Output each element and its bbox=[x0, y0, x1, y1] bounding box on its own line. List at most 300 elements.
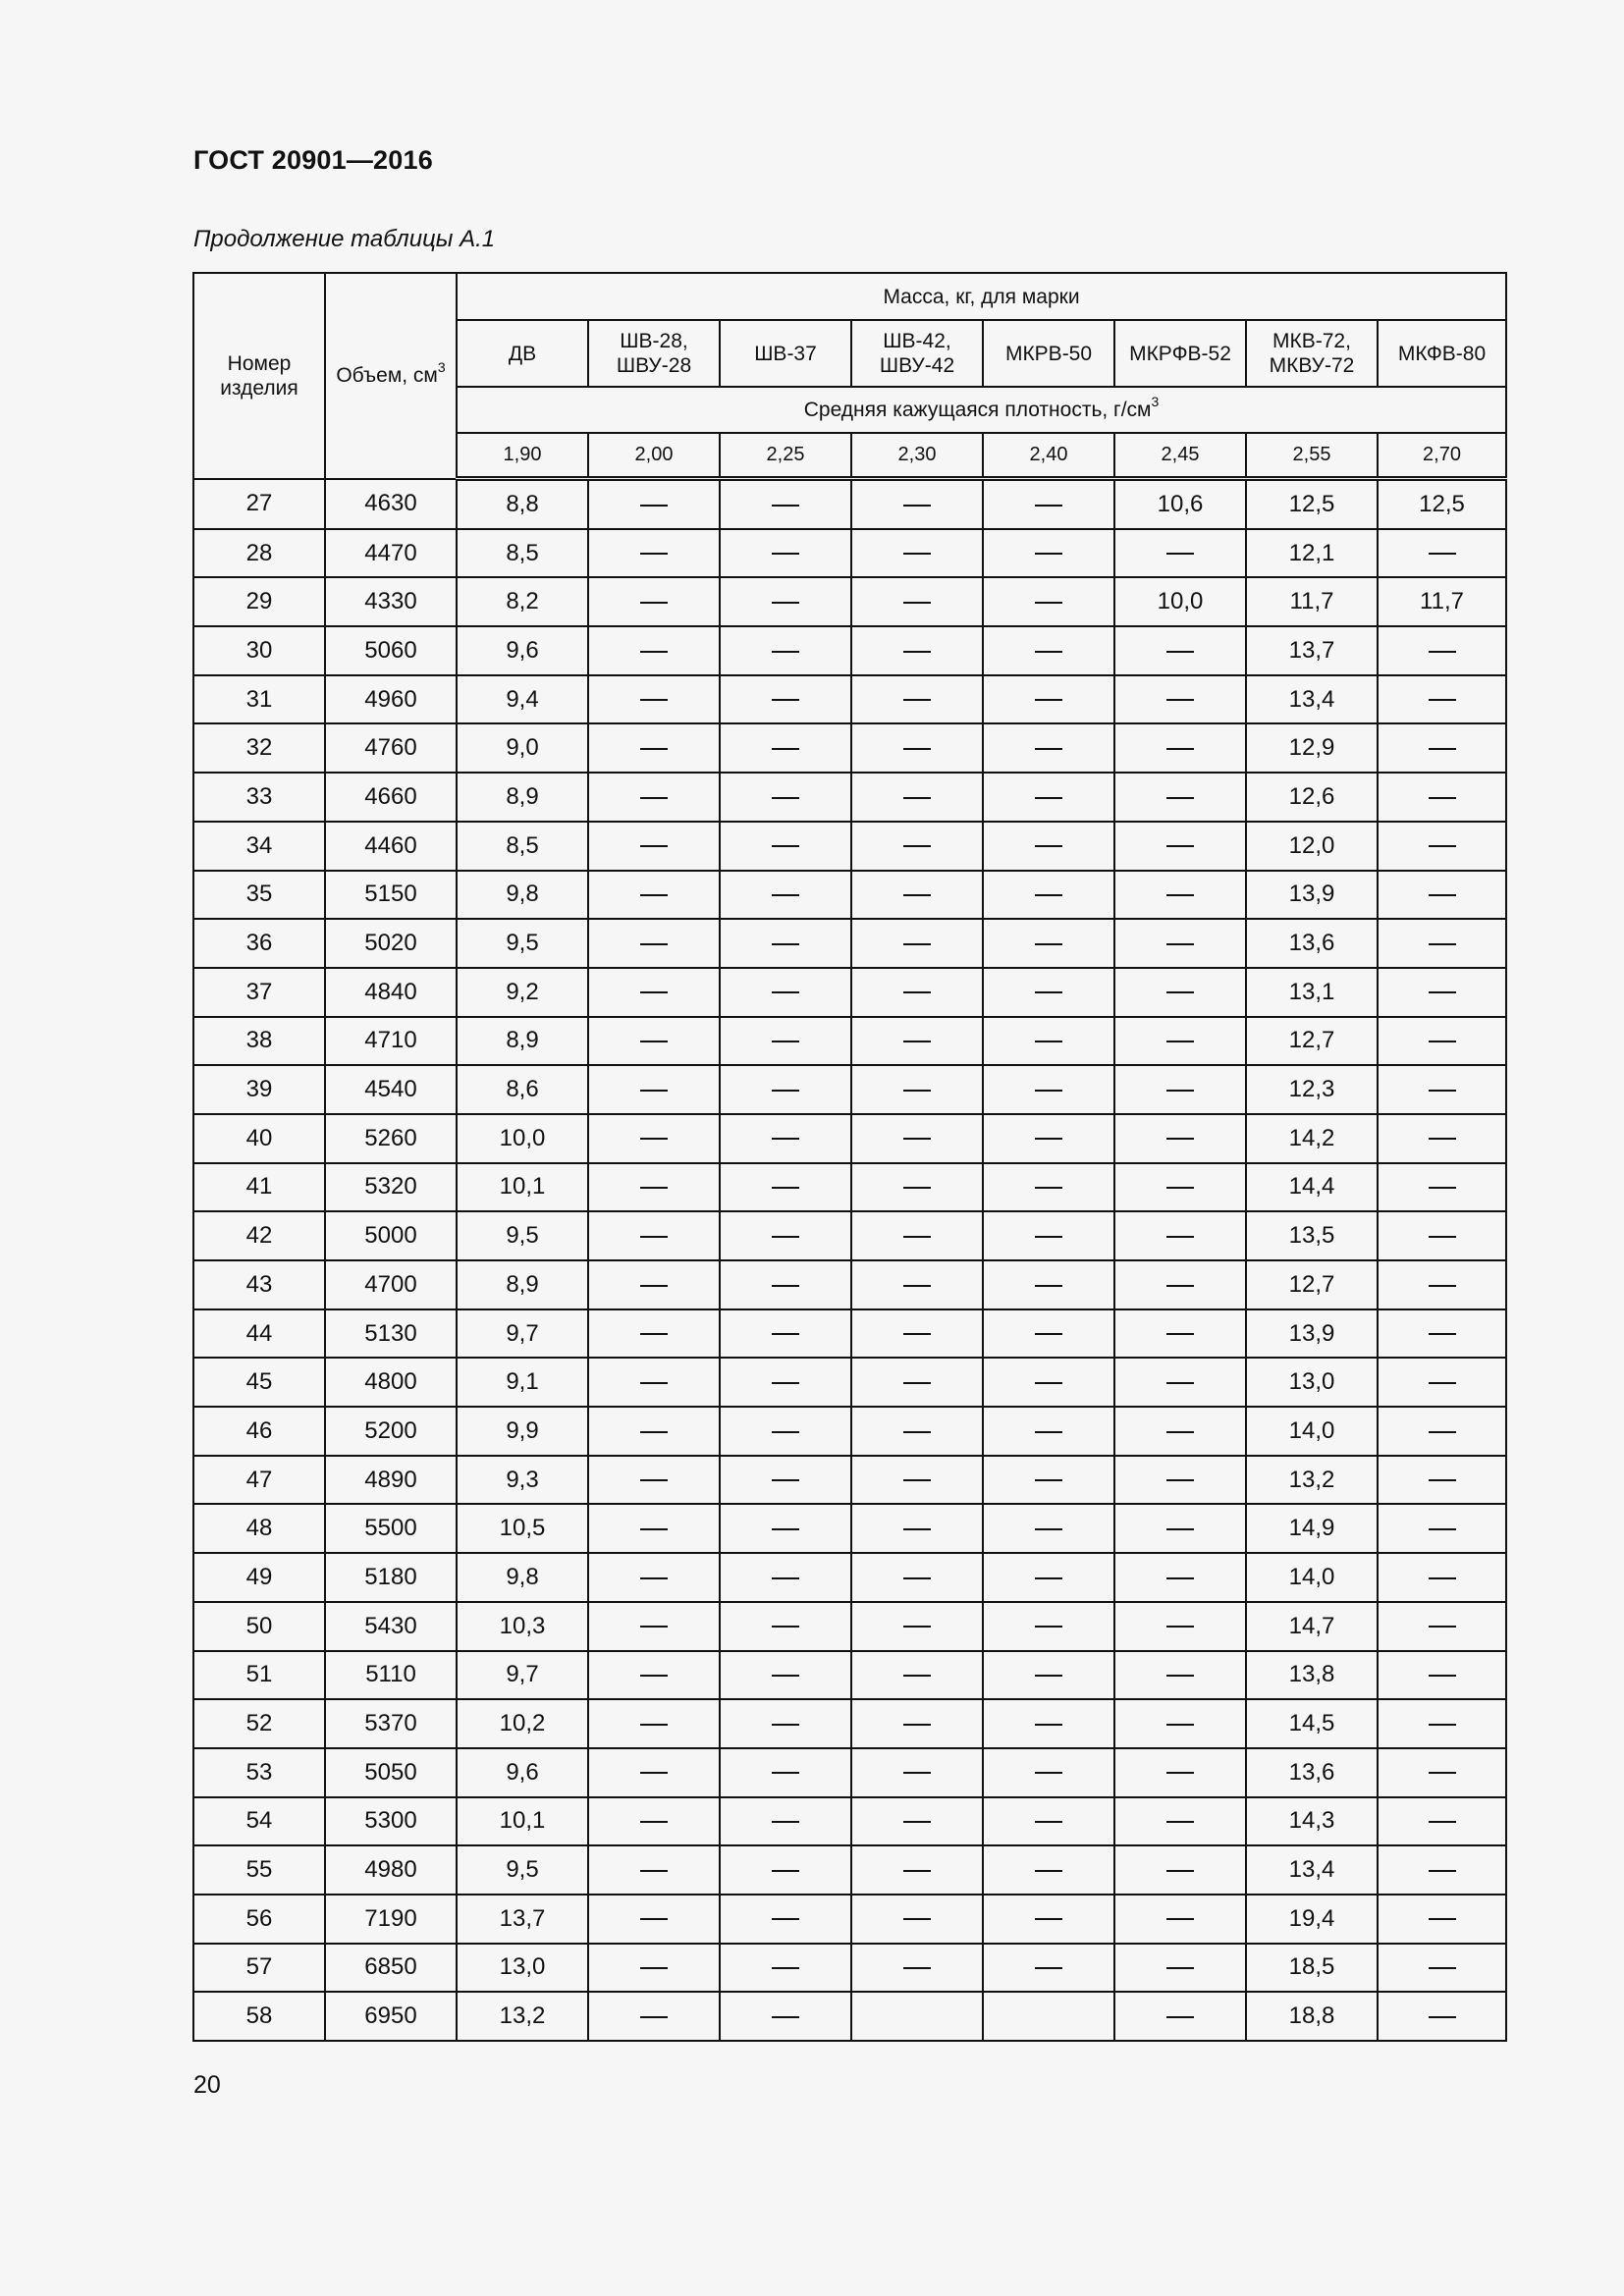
table-cell: 7190 bbox=[325, 1895, 457, 1944]
dash-mark bbox=[640, 1333, 668, 1335]
dash-mark bbox=[640, 2016, 668, 2018]
dash-mark bbox=[772, 1772, 799, 1774]
table-cell: 14,5 bbox=[1246, 1699, 1378, 1748]
table-cell bbox=[983, 1309, 1114, 1359]
dash-mark bbox=[640, 1675, 668, 1677]
dash-mark bbox=[1429, 1041, 1456, 1042]
table-cell: 4540 bbox=[325, 1065, 457, 1114]
dash-mark bbox=[903, 894, 931, 896]
dash-mark bbox=[903, 1772, 931, 1774]
dash-mark bbox=[1035, 894, 1062, 896]
table-cell bbox=[983, 723, 1114, 773]
table-row bbox=[193, 1260, 1506, 1309]
dash-mark bbox=[1035, 1772, 1062, 1774]
dash-mark bbox=[1429, 1675, 1456, 1677]
dash-mark bbox=[903, 1577, 931, 1579]
table-cell bbox=[1114, 626, 1246, 675]
table-cell: 14,3 bbox=[1246, 1797, 1378, 1846]
table-cell: 10,2 bbox=[457, 1699, 588, 1748]
table-cell: 5050 bbox=[325, 1748, 457, 1797]
table-cell bbox=[851, 577, 983, 626]
dash-mark bbox=[1035, 845, 1062, 847]
dash-mark bbox=[1429, 1333, 1456, 1335]
table-row bbox=[193, 529, 1506, 578]
dash-mark bbox=[1166, 1675, 1194, 1677]
table-row bbox=[193, 822, 1506, 871]
table-cell: 36 bbox=[193, 919, 325, 968]
table-row bbox=[193, 577, 1506, 626]
dash-mark bbox=[772, 748, 799, 750]
dash-mark bbox=[1035, 1675, 1062, 1677]
dash-mark bbox=[640, 1528, 668, 1530]
dash-mark bbox=[1035, 1285, 1062, 1287]
table-cell bbox=[588, 1944, 720, 1993]
dash-mark bbox=[903, 1870, 931, 1872]
table-cell: 13,4 bbox=[1246, 1845, 1378, 1895]
table-cell bbox=[1378, 1651, 1506, 1700]
table-cell bbox=[720, 968, 851, 1017]
header-mass: Масса, кг, для марки bbox=[457, 273, 1506, 320]
table-row bbox=[193, 1748, 1506, 1797]
dash-mark bbox=[1429, 1528, 1456, 1530]
dash-mark bbox=[640, 699, 668, 701]
dash-mark bbox=[1166, 1479, 1194, 1481]
table-cell bbox=[720, 1699, 851, 1748]
table-cell: 9,3 bbox=[457, 1456, 588, 1505]
table-cell: 12,7 bbox=[1246, 1017, 1378, 1066]
table-cell bbox=[983, 1260, 1114, 1309]
table-cell bbox=[720, 1309, 851, 1359]
table-cell: 9,7 bbox=[457, 1309, 588, 1359]
table-cell: 14,9 bbox=[1246, 1504, 1378, 1553]
table-cell: 40 bbox=[193, 1114, 325, 1163]
table-row bbox=[193, 1358, 1506, 1407]
table-cell: 12,0 bbox=[1246, 822, 1378, 871]
table-cell: 8,6 bbox=[457, 1065, 588, 1114]
table-cell bbox=[983, 822, 1114, 871]
table-cell bbox=[1378, 1797, 1506, 1846]
table-cell bbox=[983, 1651, 1114, 1700]
dash-mark bbox=[1166, 1870, 1194, 1872]
table-cell bbox=[588, 1845, 720, 1895]
dash-mark bbox=[903, 1285, 931, 1287]
dash-mark bbox=[772, 1870, 799, 1872]
dash-mark bbox=[1035, 1821, 1062, 1823]
table-cell bbox=[851, 1895, 983, 1944]
table-cell: 5130 bbox=[325, 1309, 457, 1359]
dash-mark bbox=[1429, 1967, 1456, 1969]
dash-mark bbox=[1429, 748, 1456, 750]
dash-mark bbox=[1429, 1138, 1456, 1140]
dash-mark bbox=[640, 505, 668, 507]
table-cell bbox=[588, 1797, 720, 1846]
dash-mark bbox=[772, 1187, 799, 1189]
table-cell: 9,2 bbox=[457, 968, 588, 1017]
table-row bbox=[193, 1309, 1506, 1359]
dash-mark bbox=[1429, 894, 1456, 896]
table-cell bbox=[588, 1017, 720, 1066]
table-row bbox=[193, 1699, 1506, 1748]
table-cell: 14,0 bbox=[1246, 1407, 1378, 1456]
table-cell: 31 bbox=[193, 675, 325, 724]
table-cell bbox=[588, 1309, 720, 1359]
table-cell bbox=[1378, 1309, 1506, 1359]
dash-mark bbox=[1166, 1528, 1194, 1530]
dash-mark bbox=[1166, 1041, 1194, 1042]
dash-mark bbox=[772, 1382, 799, 1384]
table-cell bbox=[1378, 1407, 1506, 1456]
table-cell: 10,0 bbox=[457, 1114, 588, 1163]
table-cell bbox=[851, 1651, 983, 1700]
table-cell bbox=[1378, 773, 1506, 822]
table-cell bbox=[720, 1407, 851, 1456]
table-cell: 8,5 bbox=[457, 529, 588, 578]
dash-mark bbox=[1429, 845, 1456, 847]
dash-mark bbox=[1166, 1285, 1194, 1287]
table-cell bbox=[588, 1407, 720, 1456]
table-cell bbox=[1378, 1504, 1506, 1553]
table-row bbox=[193, 1211, 1506, 1260]
dash-mark bbox=[1429, 1187, 1456, 1189]
table-row bbox=[193, 773, 1506, 822]
table-cell bbox=[851, 1309, 983, 1359]
table-cell bbox=[1114, 1992, 1246, 2041]
table-cell bbox=[1114, 529, 1246, 578]
table-cell bbox=[720, 529, 851, 578]
table-cell: 11,7 bbox=[1378, 577, 1506, 626]
dash-mark bbox=[1429, 1821, 1456, 1823]
dash-mark bbox=[1166, 1626, 1194, 1628]
table-cell: 14,7 bbox=[1246, 1602, 1378, 1651]
table-cell bbox=[1378, 1699, 1506, 1748]
dash-mark bbox=[1429, 1870, 1456, 1872]
table-cell: 13,8 bbox=[1246, 1651, 1378, 1700]
table-cell bbox=[1378, 723, 1506, 773]
dash-mark bbox=[772, 1626, 799, 1628]
table-row bbox=[193, 479, 1506, 529]
table-row bbox=[193, 1992, 1506, 2041]
table-cell: 32 bbox=[193, 723, 325, 773]
table-cell bbox=[1114, 968, 1246, 1017]
dash-mark bbox=[772, 1577, 799, 1579]
table-cell: 10,5 bbox=[457, 1504, 588, 1553]
table-cell: 4660 bbox=[325, 773, 457, 822]
dash-mark bbox=[1166, 1382, 1194, 1384]
dash-mark bbox=[1429, 797, 1456, 799]
table-cell: 4980 bbox=[325, 1845, 457, 1895]
table-cell bbox=[720, 1553, 851, 1602]
dash-mark bbox=[1035, 1236, 1062, 1238]
dash-mark bbox=[903, 1821, 931, 1823]
table-cell: 9,5 bbox=[457, 1211, 588, 1260]
table-cell bbox=[983, 1992, 1114, 2041]
dash-mark bbox=[1035, 553, 1062, 555]
table-cell bbox=[720, 577, 851, 626]
table-cell bbox=[851, 919, 983, 968]
table-cell bbox=[588, 919, 720, 968]
dash-mark bbox=[772, 1724, 799, 1726]
dash-mark bbox=[903, 797, 931, 799]
table-cell bbox=[1114, 1602, 1246, 1651]
table-cell: 43 bbox=[193, 1260, 325, 1309]
table-cell: 8,9 bbox=[457, 1017, 588, 1066]
table-cell: 48 bbox=[193, 1504, 325, 1553]
dash-mark bbox=[903, 1675, 931, 1677]
table-cell bbox=[983, 919, 1114, 968]
dash-mark bbox=[640, 1967, 668, 1969]
table-cell bbox=[983, 1504, 1114, 1553]
table-row bbox=[193, 1602, 1506, 1651]
dash-mark bbox=[1429, 1577, 1456, 1579]
dash-mark bbox=[772, 1918, 799, 1920]
table-cell bbox=[720, 773, 851, 822]
dash-mark bbox=[1166, 1187, 1194, 1189]
dash-mark bbox=[1429, 1285, 1456, 1287]
table-cell: 13,4 bbox=[1246, 675, 1378, 724]
dash-mark bbox=[772, 1041, 799, 1042]
brand-header-cell: МКРВ-50 bbox=[983, 320, 1114, 387]
table-cell bbox=[1114, 919, 1246, 968]
table-cell: 30 bbox=[193, 626, 325, 675]
table-cell bbox=[983, 529, 1114, 578]
table-cell bbox=[720, 1456, 851, 1505]
table-cell bbox=[588, 1895, 720, 1944]
table-row bbox=[193, 723, 1506, 773]
table-cell: 35 bbox=[193, 871, 325, 920]
density-cell: 2,30 bbox=[851, 433, 983, 479]
dash-mark bbox=[772, 991, 799, 993]
table-cell bbox=[588, 577, 720, 626]
table-cell: 4330 bbox=[325, 577, 457, 626]
dash-mark bbox=[1166, 748, 1194, 750]
density-cell: 2,25 bbox=[720, 433, 851, 479]
table-cell: 4890 bbox=[325, 1456, 457, 1505]
table-cell bbox=[1114, 1309, 1246, 1359]
table-cell: 8,9 bbox=[457, 1260, 588, 1309]
table-cell: 4630 bbox=[325, 479, 457, 529]
table-cell bbox=[1378, 1163, 1506, 1212]
table-cell bbox=[1114, 1017, 1246, 1066]
table-cell bbox=[1114, 1211, 1246, 1260]
dash-mark bbox=[1035, 1626, 1062, 1628]
dash-mark bbox=[640, 1479, 668, 1481]
table-cell bbox=[1114, 1260, 1246, 1309]
dash-mark bbox=[640, 1918, 668, 1920]
table-cell bbox=[983, 968, 1114, 1017]
table-cell bbox=[720, 822, 851, 871]
table-cell bbox=[983, 1211, 1114, 1260]
dash-mark bbox=[1035, 1577, 1062, 1579]
table-cell: 42 bbox=[193, 1211, 325, 1260]
dash-mark bbox=[1166, 845, 1194, 847]
dash-mark bbox=[903, 1333, 931, 1335]
dash-mark bbox=[640, 748, 668, 750]
mass-table bbox=[192, 272, 1507, 2042]
table-cell bbox=[588, 1504, 720, 1553]
table-cell bbox=[1378, 1065, 1506, 1114]
table-cell bbox=[1114, 1651, 1246, 1700]
table-cell bbox=[1378, 1748, 1506, 1797]
table-cell bbox=[720, 1260, 851, 1309]
dash-mark bbox=[640, 1138, 668, 1140]
table-cell: 9,5 bbox=[457, 1845, 588, 1895]
dash-mark bbox=[1429, 1724, 1456, 1726]
table-cell bbox=[983, 1748, 1114, 1797]
table-cell bbox=[588, 1553, 720, 1602]
table-cell bbox=[1378, 822, 1506, 871]
table-cell bbox=[851, 1358, 983, 1407]
table-cell bbox=[588, 675, 720, 724]
table-cell bbox=[588, 479, 720, 529]
dash-mark bbox=[772, 1285, 799, 1287]
table-row bbox=[193, 1895, 1506, 1944]
table-cell: 13,2 bbox=[1246, 1456, 1378, 1505]
dash-mark bbox=[1035, 1187, 1062, 1189]
dash-mark bbox=[640, 1382, 668, 1384]
table-row bbox=[193, 1456, 1506, 1505]
dash-mark bbox=[1166, 991, 1194, 993]
table-row bbox=[193, 1797, 1506, 1846]
table-cell bbox=[983, 871, 1114, 920]
table-cell bbox=[983, 1407, 1114, 1456]
table-cell bbox=[983, 1797, 1114, 1846]
dash-mark bbox=[903, 1138, 931, 1140]
table-cell bbox=[720, 675, 851, 724]
table-row bbox=[193, 1651, 1506, 1700]
dash-mark bbox=[772, 845, 799, 847]
table-cell bbox=[851, 1797, 983, 1846]
dash-mark bbox=[1035, 1333, 1062, 1335]
dash-mark bbox=[903, 651, 931, 653]
table-cell: 5150 bbox=[325, 871, 457, 920]
table-cell bbox=[851, 871, 983, 920]
header-density-sup: 3 bbox=[1151, 394, 1160, 409]
table-cell: 9,9 bbox=[457, 1407, 588, 1456]
table-cell: 5060 bbox=[325, 626, 457, 675]
table-cell: 5260 bbox=[325, 1114, 457, 1163]
table-continuation-caption: Продолжение таблицы А.1 bbox=[193, 226, 496, 252]
dash-mark bbox=[1166, 894, 1194, 896]
table-cell bbox=[588, 1065, 720, 1114]
dash-mark bbox=[640, 1236, 668, 1238]
table-cell bbox=[588, 1163, 720, 1212]
dash-mark bbox=[903, 1090, 931, 1092]
dash-mark bbox=[1166, 1724, 1194, 1726]
table-cell: 9,8 bbox=[457, 871, 588, 920]
dash-mark bbox=[1035, 1041, 1062, 1042]
dash-mark bbox=[772, 1967, 799, 1969]
table-cell: 14,2 bbox=[1246, 1114, 1378, 1163]
header-item-number-label: Номер изделия bbox=[220, 351, 298, 400]
dash-mark bbox=[1429, 1431, 1456, 1433]
table-cell bbox=[720, 1114, 851, 1163]
table-cell bbox=[1114, 1456, 1246, 1505]
table-cell: 5300 bbox=[325, 1797, 457, 1846]
table-cell bbox=[720, 1017, 851, 1066]
table-cell: 13,6 bbox=[1246, 919, 1378, 968]
table-cell: 13,1 bbox=[1246, 968, 1378, 1017]
table-cell: 9,8 bbox=[457, 1553, 588, 1602]
table-cell bbox=[851, 626, 983, 675]
table-cell: 4710 bbox=[325, 1017, 457, 1066]
dash-mark bbox=[1035, 1090, 1062, 1092]
table-cell bbox=[851, 1114, 983, 1163]
table-cell bbox=[983, 479, 1114, 529]
table-cell bbox=[1378, 1553, 1506, 1602]
table-cell bbox=[851, 479, 983, 529]
dash-mark bbox=[1035, 1479, 1062, 1481]
table-cell: 9,6 bbox=[457, 626, 588, 675]
table-cell: 34 bbox=[193, 822, 325, 871]
table-cell bbox=[1114, 1895, 1246, 1944]
table-body bbox=[193, 479, 1506, 2042]
dash-mark bbox=[772, 1090, 799, 1092]
table-cell bbox=[1378, 1895, 1506, 1944]
table-cell bbox=[1114, 1553, 1246, 1602]
table-cell bbox=[720, 1748, 851, 1797]
table-cell: 13,0 bbox=[1246, 1358, 1378, 1407]
table-cell bbox=[1378, 871, 1506, 920]
table-cell bbox=[720, 1504, 851, 1553]
table-cell: 9,4 bbox=[457, 675, 588, 724]
table-cell bbox=[1378, 1114, 1506, 1163]
table-cell bbox=[983, 1017, 1114, 1066]
density-cell: 1,90 bbox=[457, 433, 588, 479]
dash-mark bbox=[1429, 1382, 1456, 1384]
table-cell bbox=[983, 1895, 1114, 1944]
table-cell bbox=[983, 1845, 1114, 1895]
table-cell: 6850 bbox=[325, 1944, 457, 1993]
table-cell bbox=[851, 1456, 983, 1505]
table-cell bbox=[851, 1504, 983, 1553]
table-cell bbox=[851, 1553, 983, 1602]
dash-mark bbox=[1166, 1236, 1194, 1238]
table-cell bbox=[851, 1699, 983, 1748]
table-cell bbox=[588, 1992, 720, 2041]
table-cell bbox=[851, 1163, 983, 1212]
dash-mark bbox=[903, 943, 931, 945]
table-cell: 5320 bbox=[325, 1163, 457, 1212]
header-density-label: Средняя кажущаяся плотность, г/см bbox=[803, 399, 1152, 421]
dash-mark bbox=[1166, 1967, 1194, 1969]
dash-mark bbox=[640, 943, 668, 945]
dash-mark bbox=[640, 1870, 668, 1872]
table-cell: 8,9 bbox=[457, 773, 588, 822]
dash-mark bbox=[1035, 748, 1062, 750]
table-cell: 5020 bbox=[325, 919, 457, 968]
table-cell bbox=[1378, 1017, 1506, 1066]
dash-mark bbox=[772, 1821, 799, 1823]
dash-mark bbox=[1166, 943, 1194, 945]
table-cell: 5370 bbox=[325, 1699, 457, 1748]
table-cell bbox=[851, 1944, 983, 1993]
table-cell bbox=[983, 675, 1114, 724]
dash-mark bbox=[1166, 1577, 1194, 1579]
dash-mark bbox=[1035, 991, 1062, 993]
brand-header-cell: ДВ bbox=[457, 320, 588, 387]
dash-mark bbox=[640, 1090, 668, 1092]
dash-mark bbox=[903, 845, 931, 847]
dash-mark bbox=[903, 1479, 931, 1481]
dash-mark bbox=[640, 1577, 668, 1579]
table-cell bbox=[983, 1944, 1114, 1993]
dash-mark bbox=[903, 553, 931, 555]
table-cell bbox=[983, 1114, 1114, 1163]
table-cell: 9,1 bbox=[457, 1358, 588, 1407]
table-cell bbox=[1114, 871, 1246, 920]
density-cell: 2,45 bbox=[1114, 433, 1246, 479]
dash-mark bbox=[903, 1382, 931, 1384]
